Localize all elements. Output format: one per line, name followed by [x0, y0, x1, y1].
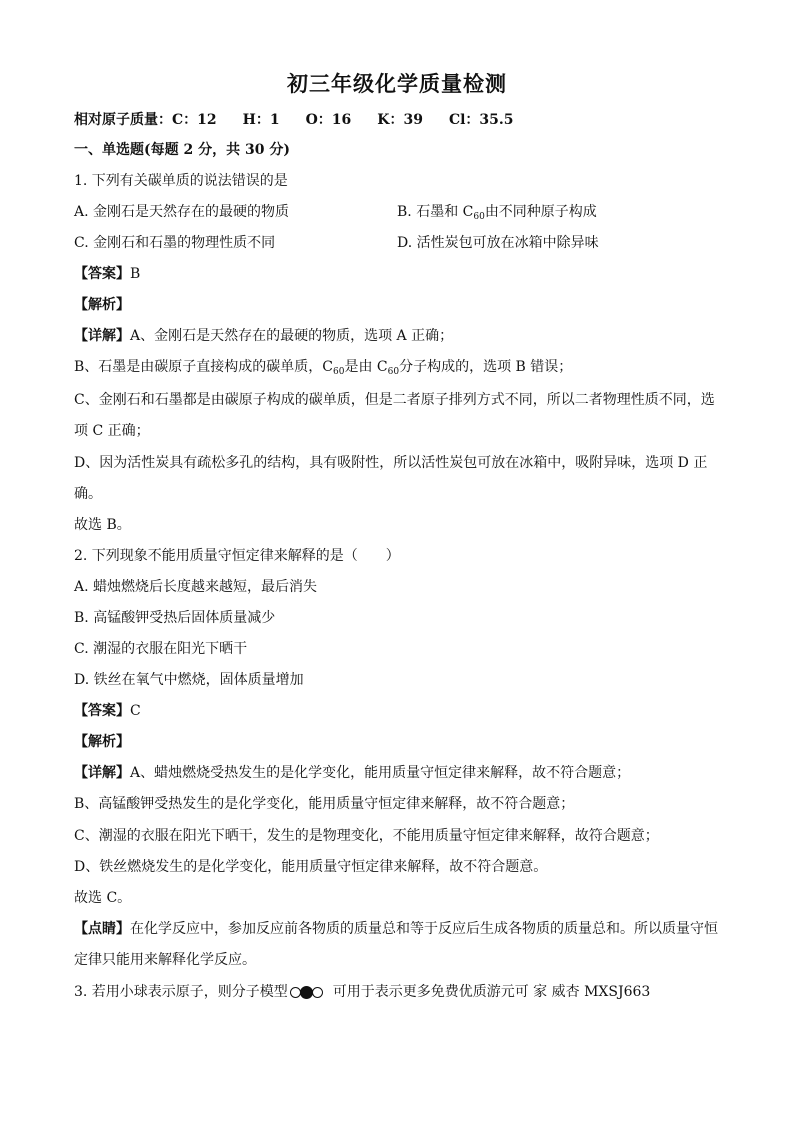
question-1-option-a: A. 金刚石是天然存在的最硬的物质 [74, 204, 290, 220]
question-2-option-d: D. 铁丝在氧气中燃烧，固体质量增加 [74, 672, 304, 688]
page-title: 初三年级化学质量检测 [287, 71, 507, 96]
question-2-detail-c: C、潮湿的衣服在阳光下晒干，发生的是物理变化，不能用质量守恒定律来解释，故符合题意； [74, 828, 659, 844]
question-2-analysis-tag: 【解析】 [74, 734, 130, 750]
atomic-mass-cl: Cl：35.5 [448, 112, 514, 128]
question-1-conclusion: 故选 B。 [74, 517, 131, 533]
question-2-note-line1: 【点睛】在化学反应中，参加反应前各物质的质量总和等于反应后生成各物质的质量总和。所以质量守恒 [74, 921, 718, 937]
question-1-option-c: C. 金刚石和石墨的物理性质不同 [74, 235, 276, 251]
atomic-mass-h: H：1 [242, 112, 280, 128]
question-2-option-a: A. 蜡烛燃烧后长度越来越短，最后消失 [74, 579, 318, 595]
question-1-option-d: D. 活性炭包可放在冰箱中除异味 [397, 235, 599, 251]
question-1-detail-b: B、石墨是由碳原子直接构成的碳单质，$C_{60}$是由 $C_{60}$分子构成的，选项 B 错误； [74, 359, 573, 377]
question-1-stem: 1. 下列有关碳单质的说法错误的是 [74, 173, 288, 189]
question-2-option-c: C. 潮湿的衣服在阳光下晒干 [74, 641, 248, 657]
question-1-detail-c-line1: C、金刚石和石墨都是由碳原子构成的碳单质，但是二者原子排列方式不同，所以二者物理性质不同，选 [74, 392, 715, 408]
question-2-stem: 2. 下列现象不能用质量守恒定律来解释的是（ ） [74, 548, 400, 564]
section-heading: 一、单选题(每题 2 分，共 30 分) [74, 142, 290, 158]
question-2-note-line2: 定律只能用来解释化学反应。 [74, 952, 256, 968]
question-1-detail-d-line2: 确。 [74, 486, 102, 502]
question-2-detail-b: B、高锰酸钾受热发生的是化学变化，能用质量守恒定律来解释，故不符合题意； [74, 796, 575, 812]
question-1-detail-d-line1: D、因为活性炭具有疏松多孔的结构，具有吸附性，所以活性炭包可放在冰箱中，吸附异味，选项 D 正 [74, 455, 708, 471]
question-2-answer: 【答案】C [74, 703, 141, 719]
question-1-detail-a: 【详解】A、金刚石是天然存在的最硬的物质，选项 A 正确； [74, 328, 454, 344]
atomic-mass-c: C：12 [172, 112, 217, 128]
question-2-conclusion: 故选 C。 [74, 890, 132, 906]
question-1-detail-c-line2: 项 C 正确； [74, 423, 150, 439]
atomic-mass-label: 相对原子质量： [74, 112, 172, 128]
atomic-mass-o: O：16 [305, 112, 352, 128]
molecule-model-icon [290, 986, 322, 999]
atomic-mass-line [74, 111, 514, 129]
question-1-option-b: B. 石墨和 $C_{60}$由不同种原子构成 [397, 204, 597, 222]
question-3-stem: 3. 若用小球表示原子，则分子模型 可用于表示更多免费优质游元可 家 威杏 MXSJ663 [74, 984, 651, 1000]
question-2-detail-a: 【详解】A、蜡烛燃烧受热发生的是化学变化，能用质量守恒定律来解释，故不符合题意； [74, 765, 631, 781]
question-1-answer: 【答案】B [74, 266, 141, 282]
question-2-option-b: B. 高锰酸钾受热后固体质量减少 [74, 610, 276, 626]
atomic-mass-k: K：39 [377, 112, 423, 128]
question-2-detail-d: D、铁丝燃烧发生的是化学变化，能用质量守恒定律来解释，故不符合题意。 [74, 859, 548, 875]
question-1-analysis-tag: 【解析】 [74, 297, 130, 313]
